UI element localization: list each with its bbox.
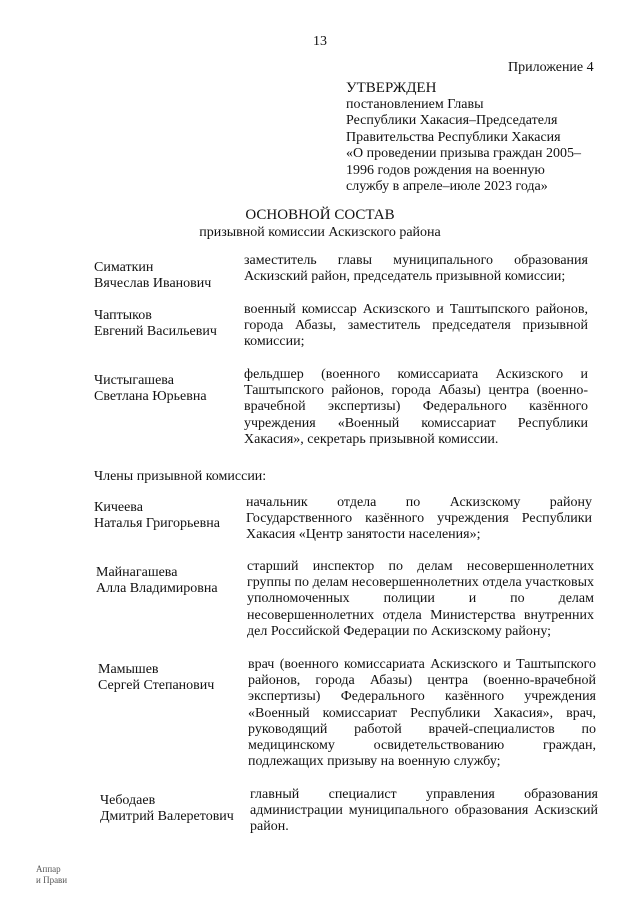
approval-line: постановлением Главы: [346, 96, 484, 112]
member-role: фельдшер (военного комиссариата Аскизского и Таштыпского районов, города Абазы) центра (военно-врачебной экспертизы) Федерального казённого учреждения «Военный комиссариат Республики Хакасия», секретарь призывной комиссии.: [244, 367, 588, 447]
member-given-name: Вячеслав Иванович: [94, 276, 212, 291]
member-surname: Симаткин: [94, 260, 154, 275]
appendix-label: Приложение 4: [508, 60, 594, 75]
member-given-name: Алла Владимировна: [96, 581, 218, 596]
member-name: [94, 373, 242, 405]
member-role: врач (военного комиссариата Аскизского и Таштыпского районов, города Абазы) центра (военно-врачебной экспертизы) Федерального казённого учреждения «Военный комиссариат Республики Хакасия», врач, руководящий работой врачей-специалистов по медицинскому освидетельствованию граждан, подлежащих призыву на военную службу;: [248, 657, 596, 770]
member-name: [96, 565, 244, 597]
approval-block: [346, 80, 596, 196]
member-given-name: Дмитрий Валеретович: [100, 809, 234, 824]
member-role: главный специалист управления образования администрации муниципального образования Аскизский район.: [250, 787, 598, 835]
approval-line: Республики Хакасия–Председателя: [346, 113, 558, 128]
member-role: начальник отдела по Аскизскому району Государственного казённого учреждения Республики Хакасия «Центр занятости населения»;: [246, 495, 592, 543]
document-subtitle: призывной комиссии Аскизского района: [199, 225, 441, 240]
stamp-line: и Прави: [36, 875, 68, 885]
member-surname: Мамышев: [98, 662, 159, 677]
member-surname: Майнагашева: [96, 565, 178, 580]
member-surname: Чистыгашева: [94, 373, 174, 388]
stamp-fragment: [36, 864, 67, 886]
member-name: [94, 260, 242, 292]
document-title: ОСНОВНОЙ СОСТАВ: [245, 207, 395, 223]
member-role: старший инспектор по делам несовершеннолетних группы по делам несовершеннолетних отдела участковых уполномоченных полиции и по делам несовершеннолетних отдела Министерства внутренних дел Российской Федерации по Аскизскому району;: [247, 559, 594, 639]
member-name: [94, 500, 242, 532]
member-given-name: Светлана Юрьевна: [94, 389, 207, 404]
member-role: военный комиссар Аскизского и Таштыпского районов, города Абазы, заместитель председателя призывной комиссии;: [244, 302, 588, 350]
page-number: 13: [313, 34, 327, 49]
member-given-name: Сергей Степанович: [98, 678, 215, 693]
approved-heading: УТВЕРЖДЕН: [346, 80, 437, 96]
member-surname: Чебодаев: [100, 793, 156, 808]
member-given-name: Евгений Васильевич: [94, 324, 217, 339]
members-heading: Члены призывной комиссии:: [94, 469, 267, 484]
stamp-line: Аппар: [36, 864, 61, 874]
approval-line: службу в апреле–июле 2023 года»: [346, 179, 548, 194]
member-surname: Чаптыков: [94, 308, 152, 323]
approval-line: «О проведении призыва граждан 2005–: [346, 146, 581, 161]
member-given-name: Наталья Григорьевна: [94, 516, 220, 531]
member-surname: Кичеева: [94, 500, 143, 515]
approval-line: Правительства Республики Хакасия: [346, 129, 561, 145]
member-name: [98, 662, 246, 694]
approval-line: 1996 годов рождения на военную: [346, 162, 545, 178]
member-name: [100, 793, 248, 825]
member-name: [94, 308, 242, 340]
member-role: заместитель главы муниципального образования Аскизский район, председатель призывной комиссии;: [244, 253, 588, 285]
